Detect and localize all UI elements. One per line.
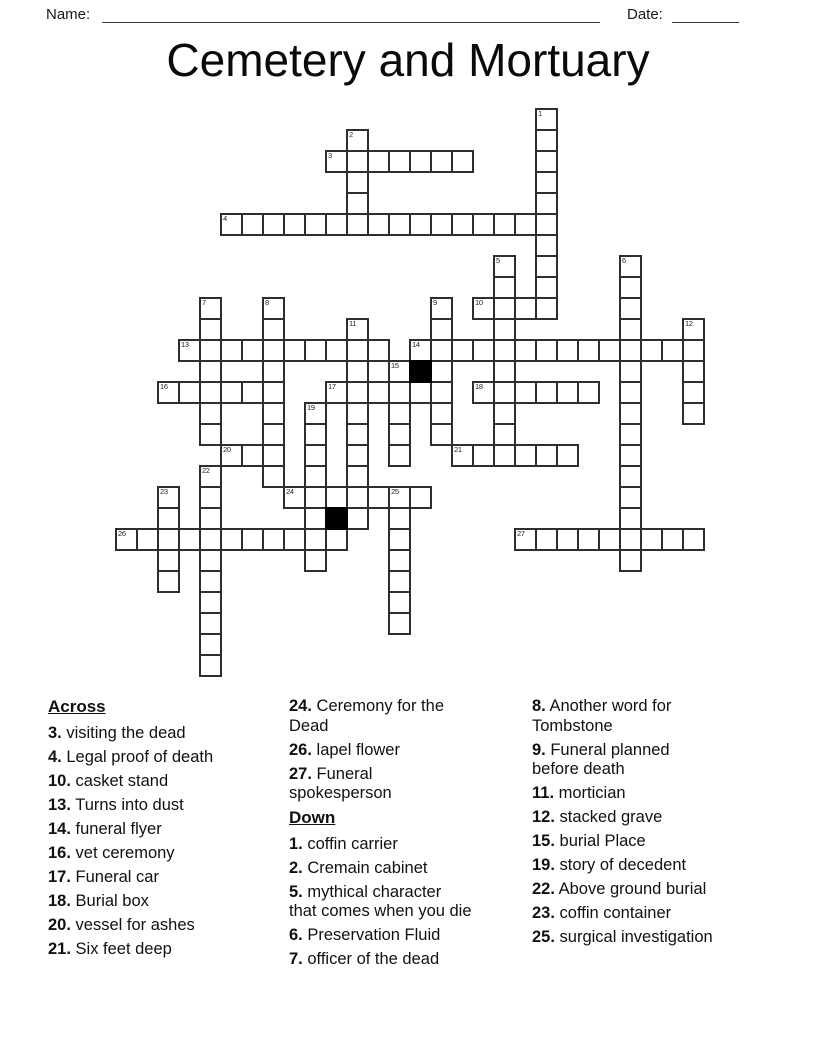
- clue-item: 8. Another word for Tombstone: [532, 697, 672, 735]
- clue-item: 5. mythical character that comes when you die: [289, 882, 472, 920]
- clue-column-1: [48, 697, 283, 964]
- grid-cell: [115, 528, 138, 551]
- grid-cell: [199, 318, 222, 341]
- blocked-cell: [409, 360, 432, 383]
- grid-cell: [346, 213, 369, 236]
- clue-number: 18.: [48, 891, 71, 910]
- grid-cell: [220, 444, 243, 467]
- grid-cell: [619, 297, 642, 320]
- grid-cell: [682, 360, 705, 383]
- grid-cell: [682, 339, 705, 362]
- grid-cell: [682, 318, 705, 341]
- grid-cell: [682, 381, 705, 404]
- clue-item: 20. vessel for ashes: [48, 915, 195, 934]
- clue-number: 16.: [48, 843, 71, 862]
- grid-cell: [199, 360, 222, 383]
- clue-number: 21.: [48, 939, 71, 958]
- cell-number: 3: [328, 151, 332, 160]
- cell-number: 24: [286, 487, 294, 496]
- cell-number: 1: [538, 109, 542, 118]
- grid-cell: [262, 465, 285, 488]
- grid-cell: [493, 381, 516, 404]
- cell-number: 15: [391, 361, 399, 370]
- grid-cell: [451, 339, 474, 362]
- clue-item: 22. Above ground burial: [532, 880, 707, 898]
- grid-cell: [619, 465, 642, 488]
- grid-cell: [304, 528, 327, 551]
- cell-number: 4: [223, 214, 227, 223]
- grid-cell: [388, 612, 411, 635]
- grid-cell: [199, 486, 222, 509]
- grid-cell: [535, 528, 558, 551]
- grid-cell: [619, 444, 642, 467]
- clue-item: 15. burial Place: [532, 832, 646, 850]
- blocked-cell: [325, 507, 348, 530]
- grid-cell: [199, 507, 222, 530]
- clue-number: 2.: [289, 858, 303, 877]
- grid-cell: [640, 528, 663, 551]
- clue-number: 4.: [48, 747, 62, 766]
- clue-number: 3.: [48, 723, 62, 742]
- grid-cell: [325, 213, 348, 236]
- cell-number: 16: [160, 382, 168, 391]
- grid-cell: [262, 402, 285, 425]
- grid-cell: [514, 528, 537, 551]
- grid-cell: [619, 255, 642, 278]
- grid-cell: [619, 339, 642, 362]
- clue-number: 1.: [289, 834, 303, 853]
- grid-cell: [346, 318, 369, 341]
- grid-cell: [262, 528, 285, 551]
- grid-cell: [241, 339, 264, 362]
- clue-item: 21. Six feet deep: [48, 939, 172, 958]
- grid-cell: [430, 381, 453, 404]
- grid-cell: [346, 150, 369, 173]
- grid-cell: [514, 213, 537, 236]
- clue-number: 12.: [532, 808, 555, 826]
- grid-cell: [409, 486, 432, 509]
- grid-cell: [178, 528, 201, 551]
- grid-cell: [577, 339, 600, 362]
- clue-item: 16. vet ceremony: [48, 843, 175, 862]
- grid-cell: [325, 486, 348, 509]
- grid-cell: [388, 507, 411, 530]
- grid-cell: [535, 339, 558, 362]
- grid-cell: [493, 276, 516, 299]
- cell-number: 13: [181, 340, 189, 349]
- cell-number: 20: [223, 445, 231, 454]
- grid-cell: [262, 213, 285, 236]
- grid-cell: [682, 528, 705, 551]
- clue-item: 9. Funeral planned before death: [532, 740, 670, 778]
- clue-number: 17.: [48, 867, 71, 886]
- clue-item: 4. Legal proof of death: [48, 747, 214, 766]
- grid-cell: [262, 297, 285, 320]
- grid-cell: [220, 339, 243, 362]
- grid-cell: [493, 213, 516, 236]
- grid-cell: [619, 423, 642, 446]
- grid-cell: [304, 465, 327, 488]
- grid-cell: [136, 528, 159, 551]
- grid-cell: [346, 129, 369, 152]
- cell-number: 23: [160, 487, 168, 496]
- grid-cell: [619, 402, 642, 425]
- grid-cell: [220, 381, 243, 404]
- grid-cell: [388, 402, 411, 425]
- grid-cell: [619, 318, 642, 341]
- cell-number: 12: [685, 319, 693, 328]
- grid-cell: [325, 381, 348, 404]
- grid-cell: [430, 150, 453, 173]
- grid-cell: [283, 486, 306, 509]
- grid-cell: [304, 213, 327, 236]
- grid-cell: [199, 381, 222, 404]
- grid-cell: [661, 528, 684, 551]
- grid-cell: [199, 339, 222, 362]
- grid-cell: [262, 339, 285, 362]
- grid-cell: [199, 612, 222, 635]
- clue-item: 26. lapel flower: [289, 740, 400, 759]
- grid-cell: [535, 276, 558, 299]
- grid-cell: [535, 255, 558, 278]
- cell-number: 26: [118, 529, 126, 538]
- clue-item: 27. Funeral spokesperson: [289, 764, 392, 802]
- clue-item: 3. visiting the dead: [48, 723, 186, 742]
- grid-cell: [472, 444, 495, 467]
- grid-cell: [409, 381, 432, 404]
- clue-item: 12. stacked grave: [532, 808, 663, 826]
- grid-cell: [283, 528, 306, 551]
- clue-number: 9.: [532, 740, 546, 759]
- clue-item: 10. casket stand: [48, 771, 169, 790]
- grid-cell: [346, 339, 369, 362]
- crossword-grid: [115, 108, 705, 677]
- cell-number: 25: [391, 487, 399, 496]
- grid-cell: [514, 339, 537, 362]
- grid-cell: [535, 213, 558, 236]
- cell-number: 6: [622, 256, 626, 265]
- across-header: Across: [48, 697, 106, 716]
- grid-cell: [304, 549, 327, 572]
- grid-cell: [409, 150, 432, 173]
- clue-number: 7.: [289, 950, 303, 968]
- grid-cell: [220, 528, 243, 551]
- clue-column-3: [532, 697, 790, 952]
- grid-cell: [430, 213, 453, 236]
- grid-cell: [304, 339, 327, 362]
- grid-cell: [619, 276, 642, 299]
- grid-cell: [346, 423, 369, 446]
- grid-cell: [367, 150, 390, 173]
- grid-cell: [367, 381, 390, 404]
- grid-cell: [556, 381, 579, 404]
- grid-cell: [346, 444, 369, 467]
- cell-number: 11: [349, 319, 357, 328]
- grid-cell: [346, 465, 369, 488]
- grid-cell: [367, 213, 390, 236]
- grid-cell: [346, 381, 369, 404]
- clue-column-2: [289, 697, 527, 974]
- clue-item: 6. Preservation Fluid: [289, 926, 441, 944]
- grid-cell: [535, 297, 558, 320]
- grid-cell: [430, 423, 453, 446]
- grid-cell: [199, 549, 222, 572]
- grid-cell: [178, 339, 201, 362]
- grid-cell: [262, 360, 285, 383]
- grid-cell: [430, 318, 453, 341]
- grid-cell: [493, 255, 516, 278]
- cell-number: 9: [433, 298, 437, 307]
- grid-cell: [199, 465, 222, 488]
- grid-cell: [577, 381, 600, 404]
- grid-cell: [304, 402, 327, 425]
- clue-number: 24.: [289, 697, 312, 715]
- clue-number: 25.: [532, 928, 555, 946]
- grid-cell: [514, 297, 537, 320]
- grid-cell: [388, 381, 411, 404]
- date-line: [672, 1, 739, 23]
- grid-cell: [451, 150, 474, 173]
- clue-item: 2. Cremain cabinet: [289, 858, 428, 877]
- clue-number: 8.: [532, 697, 546, 715]
- grid-cell: [241, 444, 264, 467]
- grid-cell: [388, 444, 411, 467]
- grid-cell: [241, 528, 264, 551]
- clue-item: 25. surgical investigation: [532, 928, 713, 946]
- grid-cell: [619, 528, 642, 551]
- cell-number: 10: [475, 298, 483, 307]
- grid-cell: [493, 297, 516, 320]
- grid-cell: [535, 192, 558, 215]
- cell-number: 5: [496, 256, 500, 265]
- grid-cell: [493, 318, 516, 341]
- grid-cell: [346, 171, 369, 194]
- grid-cell: [535, 381, 558, 404]
- clue-item: 1. coffin carrier: [289, 834, 398, 853]
- grid-cell: [388, 570, 411, 593]
- clue-number: 20.: [48, 915, 71, 934]
- clue-number: 15.: [532, 832, 555, 850]
- grid-cell: [556, 528, 579, 551]
- grid-cell: [409, 213, 432, 236]
- clue-number: 23.: [532, 904, 555, 922]
- clue-item: 11. mortician: [532, 784, 626, 802]
- grid-cell: [682, 402, 705, 425]
- clue-number: 26.: [289, 740, 312, 759]
- clue-item: 13. Turns into dust: [48, 795, 184, 814]
- grid-cell: [535, 150, 558, 173]
- grid-cell: [619, 360, 642, 383]
- grid-cell: [199, 591, 222, 614]
- grid-cell: [241, 213, 264, 236]
- date-label: Date:: [627, 6, 663, 23]
- grid-cell: [535, 108, 558, 131]
- page-title: Cemetery and Mortuary: [166, 34, 650, 86]
- grid-cell: [199, 570, 222, 593]
- grid-cell: [367, 486, 390, 509]
- grid-cell: [262, 444, 285, 467]
- grid-cell: [493, 360, 516, 383]
- grid-cell: [157, 381, 180, 404]
- grid-cell: [598, 528, 621, 551]
- clue-number: 6.: [289, 926, 303, 944]
- grid-cell: [262, 381, 285, 404]
- grid-cell: [325, 339, 348, 362]
- grid-cell: [262, 423, 285, 446]
- grid-cell: [493, 444, 516, 467]
- grid-cell: [388, 549, 411, 572]
- cell-number: 18: [475, 382, 483, 391]
- grid-cell: [199, 654, 222, 677]
- grid-cell: [493, 402, 516, 425]
- cell-number: 22: [202, 466, 210, 475]
- grid-cell: [535, 171, 558, 194]
- cell-number: 19: [307, 403, 315, 412]
- grid-cell: [472, 297, 495, 320]
- grid-cell: [304, 507, 327, 530]
- grid-cell: [451, 444, 474, 467]
- grid-cell: [661, 339, 684, 362]
- grid-cell: [619, 381, 642, 404]
- grid-cell: [556, 444, 579, 467]
- grid-cell: [157, 549, 180, 572]
- grid-cell: [220, 213, 243, 236]
- grid-cell: [199, 402, 222, 425]
- grid-cell: [535, 234, 558, 257]
- grid-cell: [640, 339, 663, 362]
- clue-item: 14. funeral flyer: [48, 819, 162, 838]
- clue-item: 17. Funeral car: [48, 867, 159, 886]
- cell-number: 8: [265, 298, 269, 307]
- grid-cell: [451, 213, 474, 236]
- grid-cell: [325, 528, 348, 551]
- grid-cell: [199, 297, 222, 320]
- clue-number: 19.: [532, 856, 555, 874]
- grid-cell: [199, 528, 222, 551]
- grid-cell: [367, 339, 390, 362]
- grid-cell: [157, 528, 180, 551]
- grid-cell: [283, 213, 306, 236]
- cell-number: 21: [454, 445, 462, 454]
- clue-item: 7. officer of the dead: [289, 950, 440, 968]
- grid-cell: [325, 150, 348, 173]
- grid-cell: [157, 486, 180, 509]
- grid-cell: [619, 507, 642, 530]
- grid-cell: [241, 381, 264, 404]
- grid-cell: [346, 486, 369, 509]
- grid-cell: [430, 297, 453, 320]
- name-line: [102, 1, 600, 23]
- grid-cell: [388, 150, 411, 173]
- grid-cell: [304, 423, 327, 446]
- cell-number: 7: [202, 298, 206, 307]
- grid-cell: [388, 528, 411, 551]
- grid-cell: [388, 591, 411, 614]
- grid-cell: [619, 549, 642, 572]
- grid-cell: [199, 423, 222, 446]
- grid-cell: [304, 444, 327, 467]
- grid-cell: [430, 402, 453, 425]
- grid-cell: [493, 339, 516, 362]
- grid-cell: [157, 507, 180, 530]
- grid-cell: [262, 318, 285, 341]
- grid-cell: [346, 360, 369, 383]
- name-label: Name:: [46, 6, 91, 23]
- clue-number: 11.: [532, 784, 555, 802]
- grid-cell: [472, 339, 495, 362]
- grid-cell: [577, 528, 600, 551]
- cell-number: 2: [349, 130, 353, 139]
- grid-cell: [346, 402, 369, 425]
- clue-item: 18. Burial box: [48, 891, 149, 910]
- clue-item: 23. coffin container: [532, 904, 672, 922]
- clue-item: 19. story of decedent: [532, 856, 687, 874]
- grid-cell: [388, 360, 411, 383]
- grid-cell: [493, 423, 516, 446]
- grid-cell: [388, 423, 411, 446]
- grid-cell: [199, 633, 222, 656]
- grid-cell: [388, 486, 411, 509]
- grid-cell: [514, 444, 537, 467]
- cell-number: 27: [517, 529, 525, 538]
- grid-cell: [535, 444, 558, 467]
- clue-number: 5.: [289, 882, 303, 901]
- clue-item: 24. Ceremony for the Dead: [289, 697, 444, 735]
- down-header: Down: [289, 808, 336, 827]
- grid-cell: [598, 339, 621, 362]
- grid-cell: [514, 381, 537, 404]
- clue-number: 22.: [532, 880, 555, 898]
- grid-cell: [619, 486, 642, 509]
- clue-number: 13.: [48, 795, 71, 814]
- clue-number: 10.: [48, 771, 71, 790]
- grid-cell: [346, 507, 369, 530]
- grid-cell: [556, 339, 579, 362]
- grid-cell: [409, 339, 432, 362]
- grid-cell: [178, 381, 201, 404]
- grid-cell: [472, 381, 495, 404]
- clue-number: 14.: [48, 819, 71, 838]
- grid-cell: [430, 339, 453, 362]
- grid-cell: [346, 192, 369, 215]
- grid-cell: [535, 129, 558, 152]
- grid-cell: [388, 213, 411, 236]
- grid-cell: [430, 360, 453, 383]
- grid-cell: [472, 213, 495, 236]
- grid-cell: [304, 486, 327, 509]
- clue-number: 27.: [289, 764, 312, 783]
- grid-cell: [157, 570, 180, 593]
- grid-cell: [283, 339, 306, 362]
- cell-number: 14: [412, 340, 420, 349]
- cell-number: 17: [328, 382, 336, 391]
